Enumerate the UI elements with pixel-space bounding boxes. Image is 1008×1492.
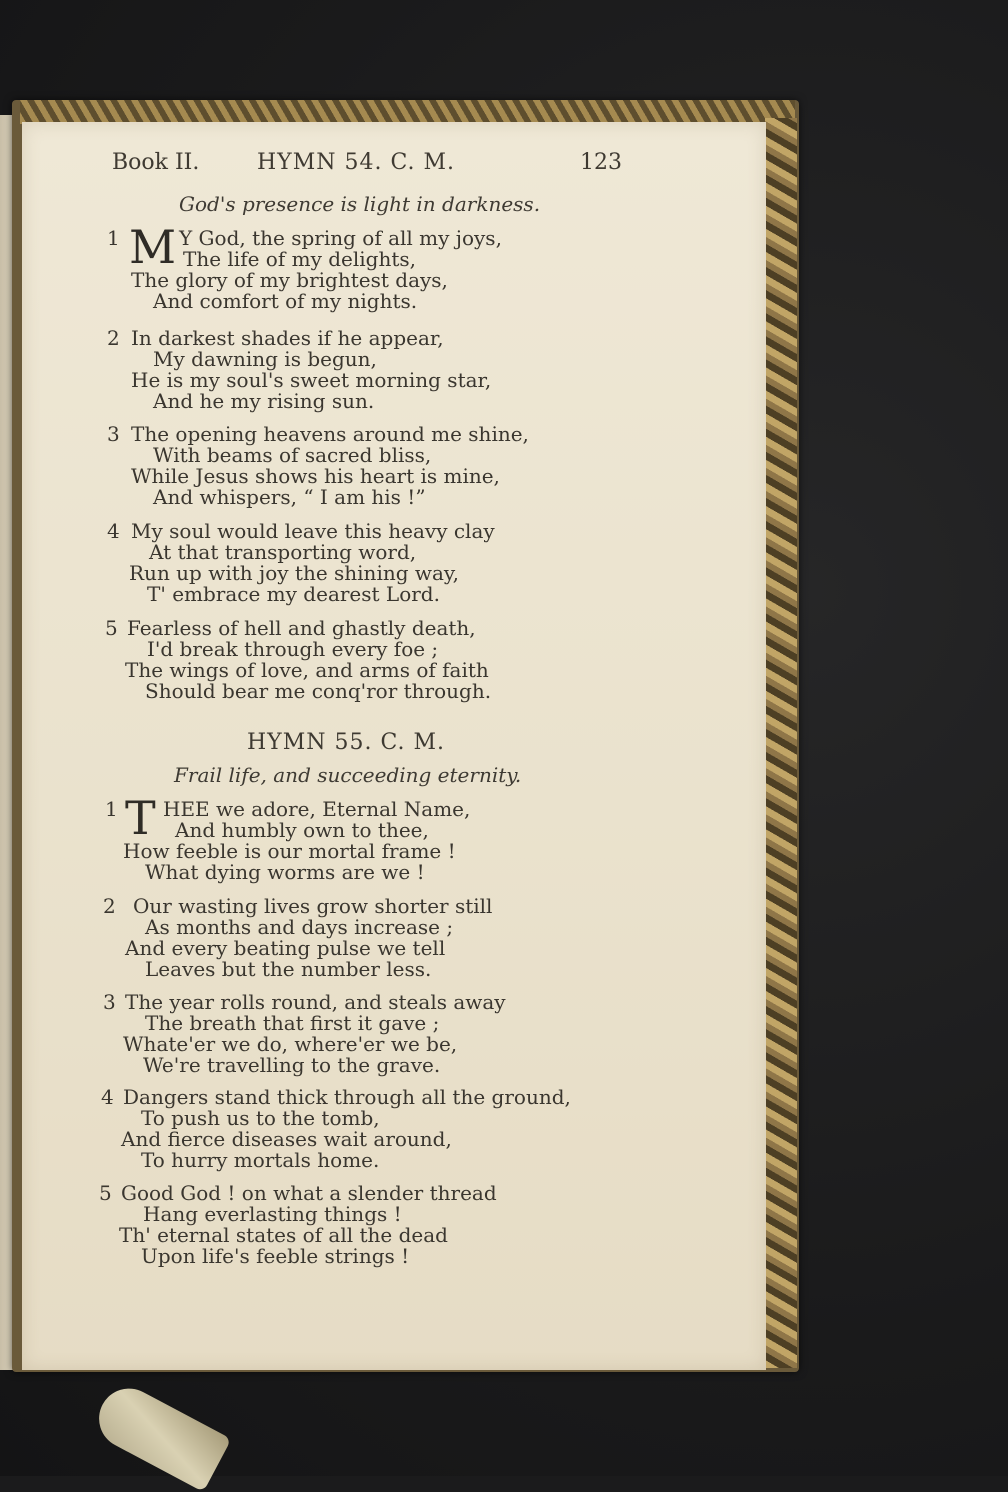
stanza-line: And fierce diseases wait around, bbox=[121, 1127, 452, 1151]
hymn-55-title: HYMN 55. C. M. bbox=[247, 730, 446, 755]
hymn-55-stanza-4 bbox=[101, 1087, 661, 1173]
stanza-line: And every beating pulse we tell bbox=[125, 936, 446, 960]
stanza-number: 5 bbox=[99, 1181, 112, 1205]
stanza-number: 5 bbox=[105, 616, 118, 640]
stanza-line: My dawning is begun, bbox=[153, 347, 377, 371]
hymn-54-subtitle: God's presence is light in darkness. bbox=[179, 192, 541, 216]
stanza-number: 3 bbox=[107, 422, 120, 446]
hymn-54-stanza-2 bbox=[107, 328, 627, 414]
stanza-line: As months and days increase ; bbox=[145, 915, 454, 939]
stanza-line: Dangers stand thick through all the ground, bbox=[123, 1085, 571, 1109]
stanza-line: HEE we adore, Eternal Name, bbox=[163, 797, 471, 821]
stanza-line: My soul would leave this heavy clay bbox=[131, 519, 495, 543]
stanza-line: Whate'er we do, where'er we be, bbox=[123, 1032, 458, 1056]
drop-cap: T bbox=[125, 791, 156, 845]
running-header bbox=[112, 150, 622, 184]
stanza-line: Should bear me conq'ror through. bbox=[145, 679, 492, 703]
stanza-line: The life of my delights, bbox=[183, 247, 416, 271]
stanza-line: Th' eternal states of all the dead bbox=[119, 1223, 448, 1247]
stanza-line: I'd break through every foe ; bbox=[147, 637, 439, 661]
hymn-54-stanza-1 bbox=[107, 220, 627, 318]
gilt-page-edge-top bbox=[20, 100, 795, 124]
hymn-heading: HYMN 54. C. M. bbox=[257, 150, 456, 175]
stanza-line: Good God ! on what a slender thread bbox=[121, 1181, 497, 1205]
hymn-55-stanza-5 bbox=[99, 1183, 619, 1269]
hymn-54-stanza-3 bbox=[107, 424, 627, 510]
stanza-number: 1 bbox=[107, 226, 120, 250]
stanza-number: 4 bbox=[101, 1085, 114, 1109]
stanza-line: Upon life's feeble strings ! bbox=[141, 1244, 410, 1268]
gilt-page-edge-right bbox=[765, 118, 797, 1368]
hymn-55-subtitle: Frail life, and succeeding eternity. bbox=[174, 763, 522, 787]
hymn-54-stanza-4 bbox=[107, 521, 627, 607]
stanza-number: 2 bbox=[103, 894, 116, 918]
stanza-line: The breath that first it gave ; bbox=[145, 1011, 440, 1035]
stanza-line: The year rolls round, and steals away bbox=[125, 990, 506, 1014]
stanza-number: 2 bbox=[107, 326, 120, 350]
stanza-line: We're travelling to the grave. bbox=[143, 1053, 441, 1077]
stanza-line: To push us to the tomb, bbox=[141, 1106, 380, 1130]
drop-cap: M bbox=[129, 220, 177, 274]
stanza-number: 4 bbox=[107, 519, 120, 543]
stanza-line: Fearless of hell and ghastly death, bbox=[127, 616, 476, 640]
book-label: Book II. bbox=[112, 150, 200, 175]
stanza-line: And comfort of my nights. bbox=[153, 289, 418, 313]
page-number: 123 bbox=[580, 150, 622, 175]
stanza-line: Hang everlasting things ! bbox=[143, 1202, 402, 1226]
stanza-line: Our wasting lives grow shorter still bbox=[133, 894, 493, 918]
stanza-line: And humbly own to thee, bbox=[175, 818, 429, 842]
stanza-line: To hurry mortals home. bbox=[141, 1148, 380, 1172]
stanza-line: The opening heavens around me shine, bbox=[131, 422, 529, 446]
hymn-55-stanza-2 bbox=[103, 896, 623, 982]
hymn-55-stanza-3 bbox=[103, 992, 623, 1078]
stanza-line: While Jesus shows his heart is mine, bbox=[131, 464, 500, 488]
stanza-line: And whispers, “ I am his !” bbox=[153, 485, 426, 509]
book-page bbox=[22, 122, 766, 1370]
hymn-54-stanza-5 bbox=[105, 618, 625, 704]
stanza-number: 3 bbox=[103, 990, 116, 1014]
stanza-number: 1 bbox=[105, 797, 118, 821]
hymn-55-stanza-1 bbox=[105, 791, 625, 889]
stanza-line: Run up with joy the shining way, bbox=[129, 561, 459, 585]
stanza-line: At that transporting word, bbox=[149, 540, 417, 564]
stanza-line: With beams of sacred bliss, bbox=[153, 443, 432, 467]
stanza-line: The glory of my brightest days, bbox=[131, 268, 448, 292]
stanza-line: What dying worms are we ! bbox=[145, 860, 425, 884]
stanza-line: He is my soul's sweet morning star, bbox=[131, 368, 492, 392]
stanza-line: T' embrace my dearest Lord. bbox=[147, 582, 440, 606]
stanza-line: The wings of love, and arms of faith bbox=[125, 658, 489, 682]
stanza-line: Y God, the spring of all my joys, bbox=[179, 226, 502, 250]
stanza-line: In darkest shades if he appear, bbox=[131, 326, 444, 350]
stanza-line: How feeble is our mortal frame ! bbox=[123, 839, 456, 863]
stanza-line: Leaves but the number less. bbox=[145, 957, 432, 981]
stanza-line: And he my rising sun. bbox=[153, 389, 375, 413]
